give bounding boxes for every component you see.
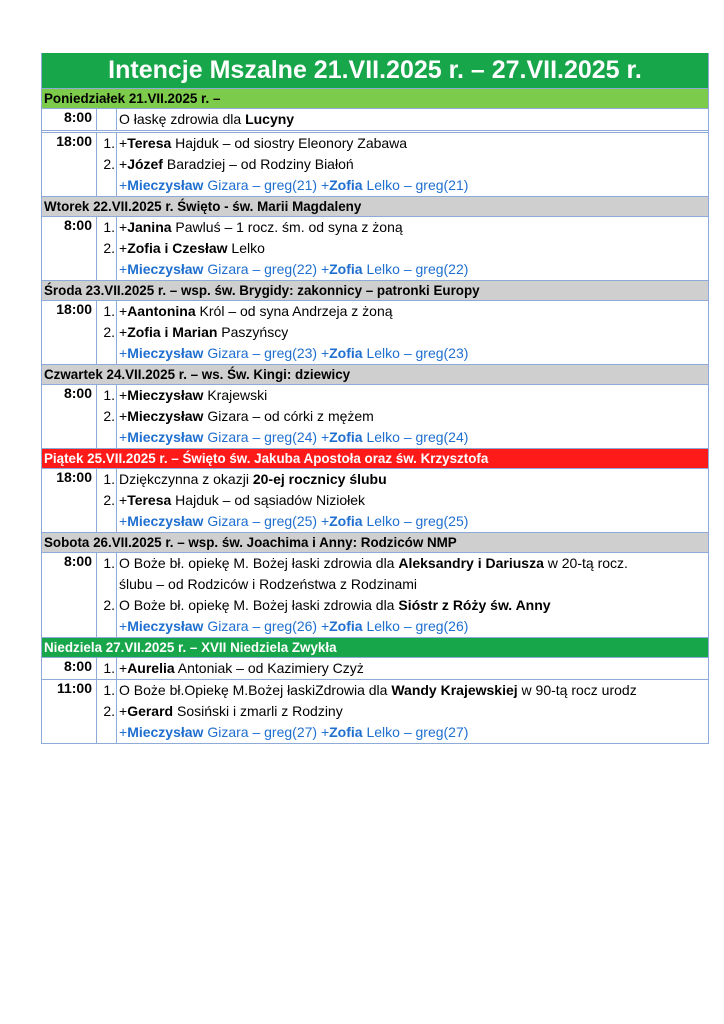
intention-text [117, 343, 468, 364]
text-run: Gizara – greg(25) + [203, 513, 330, 529]
intention-line [97, 616, 708, 637]
name-emphasis: Zofia i Czesław [127, 240, 228, 256]
text-run: Lelko – greg(23) [362, 345, 469, 361]
text-run: Gizara – od córki z mężem [203, 408, 374, 424]
intention-text [117, 595, 551, 616]
text-run: Gizara – greg(24) + [203, 429, 330, 445]
name-emphasis: Gerard [127, 703, 174, 719]
intention-list [97, 217, 708, 280]
text-run: + [119, 156, 128, 172]
intention-line [97, 595, 708, 616]
name-emphasis: Zofia [329, 513, 363, 529]
intention-line [97, 511, 708, 532]
name-emphasis: Teresa [127, 492, 172, 508]
intention-number [97, 175, 117, 196]
text-run: Lelko – greg(27) [362, 724, 469, 740]
name-emphasis: Mieczysław [127, 387, 204, 403]
intention-text [117, 511, 468, 532]
name-emphasis: Zofia [329, 429, 363, 445]
text-run: O Boże bł. opiekę M. Bożej łaski zdrowia dla [119, 597, 399, 613]
mass-group [42, 657, 708, 679]
intention-number: 2. [97, 238, 117, 259]
mass-group [42, 300, 708, 364]
text-run: Gizara – greg(23) + [203, 345, 330, 361]
intention-number: 1. [97, 133, 117, 154]
intention-text [117, 574, 417, 595]
intention-text [117, 109, 294, 130]
text-run: Paszyńscy [217, 324, 289, 340]
name-emphasis: Zofia [329, 261, 363, 277]
mass-time: 8:00 [42, 658, 97, 679]
text-run: Lelko – greg(24) [362, 429, 469, 445]
mass-time: 18:00 [42, 301, 97, 364]
intention-text [117, 154, 354, 175]
intention-text [117, 490, 365, 511]
intention-line [97, 322, 708, 343]
intention-line [97, 343, 708, 364]
intention-number: 2. [97, 406, 117, 427]
intention-list [97, 553, 708, 637]
name-emphasis: 20-ej rocznicy ślubu [252, 471, 387, 487]
intention-number: 1. [97, 301, 117, 322]
intention-text [117, 175, 468, 196]
intention-list [97, 658, 708, 679]
mass-group [42, 679, 708, 743]
name-emphasis: Mieczysław [127, 408, 204, 424]
text-run: Lelko – greg(25) [362, 513, 469, 529]
text-run: + [119, 724, 128, 740]
intention-text [117, 133, 407, 154]
text-run: Krajewski [203, 387, 268, 403]
mass-time: 18:00 [42, 133, 97, 196]
intention-text [117, 238, 265, 259]
intention-list [97, 680, 708, 743]
intention-number: 1. [97, 385, 117, 406]
text-run: + [119, 303, 128, 319]
name-emphasis: Wandy Krajewskiej [391, 682, 518, 698]
intention-line [97, 301, 708, 322]
text-run: + [119, 177, 128, 193]
page-title: Intencje Mszalne 21.VII.2025 r. – 27.VII.2025 r. [42, 53, 708, 88]
intention-line [97, 658, 708, 679]
intention-line [97, 680, 708, 701]
text-run: Pawluś – 1 rocz. śm. od syna z żoną [171, 219, 403, 235]
mass-time: 8:00 [42, 109, 97, 130]
intention-line [97, 701, 708, 722]
text-run: Gizara – greg(27) + [203, 724, 330, 740]
intention-text [117, 680, 637, 701]
intention-text [117, 259, 468, 280]
text-run: Lelko – greg(22) [362, 261, 469, 277]
intention-number [97, 109, 117, 130]
mass-intentions-table [41, 53, 709, 744]
intention-number: 1. [97, 469, 117, 490]
text-run: + [119, 324, 128, 340]
intention-number [97, 574, 117, 595]
intention-number [97, 511, 117, 532]
intention-number [97, 722, 117, 743]
intention-number [97, 427, 117, 448]
text-run: Hajduk – od siostry Eleonory Zabawa [171, 135, 408, 151]
day-header: Piątek 25.VII.2025 r. – Święto św. Jakuba Apostoła oraz św. Krzysztofa [42, 448, 708, 468]
intention-list [97, 301, 708, 364]
day-header: Czwartek 24.VII.2025 r. – ws. Św. Kingi: dziewicy [42, 364, 708, 384]
mass-time: 18:00 [42, 469, 97, 532]
intention-line [97, 259, 708, 280]
text-run: w 20-tą rocz. [543, 555, 628, 571]
text-run: + [119, 660, 128, 676]
name-emphasis: Mieczysław [127, 513, 204, 529]
text-run: Dziękczynna z okazji [119, 471, 253, 487]
intention-text [117, 722, 468, 743]
name-emphasis: Józef [127, 156, 163, 172]
intention-number: 2. [97, 701, 117, 722]
name-emphasis: Mieczysław [127, 345, 204, 361]
intention-number [97, 616, 117, 637]
intention-list [97, 385, 708, 448]
text-run: + [119, 345, 128, 361]
intention-number: 2. [97, 490, 117, 511]
name-emphasis: Mieczysław [127, 618, 204, 634]
text-run: + [119, 387, 128, 403]
intention-text [117, 385, 267, 406]
name-emphasis: Sióstr z Róży św. Anny [398, 597, 551, 613]
text-run: Baradziej – od Rodziny Białoń [162, 156, 354, 172]
name-emphasis: Mieczysław [127, 724, 204, 740]
intention-number: 2. [97, 595, 117, 616]
intention-number: 2. [97, 322, 117, 343]
text-run: Lelko – greg(26) [362, 618, 469, 634]
text-run: O Boże bł. opiekę M. Bożej łaski zdrowia dla [119, 555, 399, 571]
intention-line [97, 722, 708, 743]
name-emphasis: Lucyny [245, 111, 295, 127]
intention-line [97, 238, 708, 259]
mass-time: 8:00 [42, 385, 97, 448]
intention-number: 1. [97, 680, 117, 701]
name-emphasis: Zofia [329, 177, 363, 193]
name-emphasis: Aantonina [127, 303, 196, 319]
text-run: ślubu – od Rodziców i Rodzeństwa z Rodzinami [119, 576, 418, 592]
text-run: + [119, 429, 128, 445]
intention-line [97, 553, 708, 574]
intention-text [117, 217, 403, 238]
text-run: Hajduk – od sąsiadów Niziołek [171, 492, 366, 508]
intention-number [97, 343, 117, 364]
mass-group [42, 130, 708, 196]
intention-list [97, 109, 708, 130]
day-header: Sobota 26.VII.2025 r. – wsp. św. Joachima i Anny: Rodziców NMP [42, 532, 708, 552]
name-emphasis: Aurelia [127, 660, 175, 676]
mass-group [42, 216, 708, 280]
intention-text [117, 553, 628, 574]
mass-group [42, 108, 708, 130]
intention-line [97, 406, 708, 427]
name-emphasis: Zofia [329, 345, 363, 361]
text-run: Sosiński i zmarli z Rodziny [173, 703, 343, 719]
intention-text [117, 301, 393, 322]
intention-list [97, 133, 708, 196]
day-header: Wtorek 22.VII.2025 r. Święto - św. Marii Magdaleny [42, 196, 708, 216]
intention-line [97, 217, 708, 238]
text-run: Lelko – greg(21) [362, 177, 469, 193]
intention-line [97, 490, 708, 511]
day-header: Niedziela 27.VII.2025 r. – XVII Niedziela Zwykła [42, 637, 708, 657]
text-run: Gizara – greg(21) + [203, 177, 330, 193]
intention-text [117, 322, 288, 343]
text-run: Lelko [227, 240, 265, 256]
text-run: + [119, 513, 128, 529]
intention-line [97, 427, 708, 448]
name-emphasis: Zofia [329, 724, 363, 740]
mass-group [42, 552, 708, 637]
text-run: + [119, 408, 128, 424]
intention-number: 1. [97, 553, 117, 574]
intention-line [97, 154, 708, 175]
name-emphasis: Mieczysław [127, 261, 204, 277]
name-emphasis: Aleksandry i Dariusza [398, 555, 544, 571]
text-run: + [119, 261, 128, 277]
text-run: Król – od syna Andrzeja z żoną [195, 303, 393, 319]
name-emphasis: Janina [127, 219, 172, 235]
intention-number: 1. [97, 217, 117, 238]
intention-text [117, 701, 343, 722]
mass-group [42, 468, 708, 532]
text-run: Gizara – greg(22) + [203, 261, 330, 277]
intention-line [97, 109, 708, 130]
day-header: Poniedziałek 21.VII.2025 r. – [42, 88, 708, 108]
intention-line [97, 133, 708, 154]
text-run: Gizara – greg(26) + [203, 618, 330, 634]
intention-line [97, 574, 708, 595]
intention-number: 2. [97, 154, 117, 175]
name-emphasis: Zofia [329, 618, 363, 634]
intention-number [97, 259, 117, 280]
intention-text [117, 469, 387, 490]
name-emphasis: Mieczysław [127, 429, 204, 445]
text-run: + [119, 135, 128, 151]
text-run: + [119, 618, 128, 634]
text-run: + [119, 240, 128, 256]
mass-time: 8:00 [42, 553, 97, 637]
text-run: O Boże bł.Opiekę M.Bożej łaskiZdrowia dla [119, 682, 392, 698]
mass-group [42, 384, 708, 448]
intention-number: 1. [97, 658, 117, 679]
intention-text [117, 427, 468, 448]
mass-time: 11:00 [42, 680, 97, 743]
intention-line [97, 385, 708, 406]
text-run: + [119, 492, 128, 508]
text-run: + [119, 703, 128, 719]
name-emphasis: Zofia i Marian [127, 324, 218, 340]
text-run: O łaskę zdrowia dla [119, 111, 246, 127]
day-header: Środa 23.VII.2025 r. – wsp. św. Brygidy: zakonnicy – patronki Europy [42, 280, 708, 300]
intention-list [97, 469, 708, 532]
text-run: Antoniak – od Kazimiery Czyż [174, 660, 364, 676]
intention-line [97, 469, 708, 490]
text-run: w 90-tą rocz urodz [517, 682, 637, 698]
mass-time: 8:00 [42, 217, 97, 280]
intention-text [117, 616, 468, 637]
name-emphasis: Mieczysław [127, 177, 204, 193]
name-emphasis: Teresa [127, 135, 172, 151]
days-container [42, 88, 708, 743]
text-run: + [119, 219, 128, 235]
intention-text [117, 658, 364, 679]
intention-line [97, 175, 708, 196]
intention-text [117, 406, 374, 427]
